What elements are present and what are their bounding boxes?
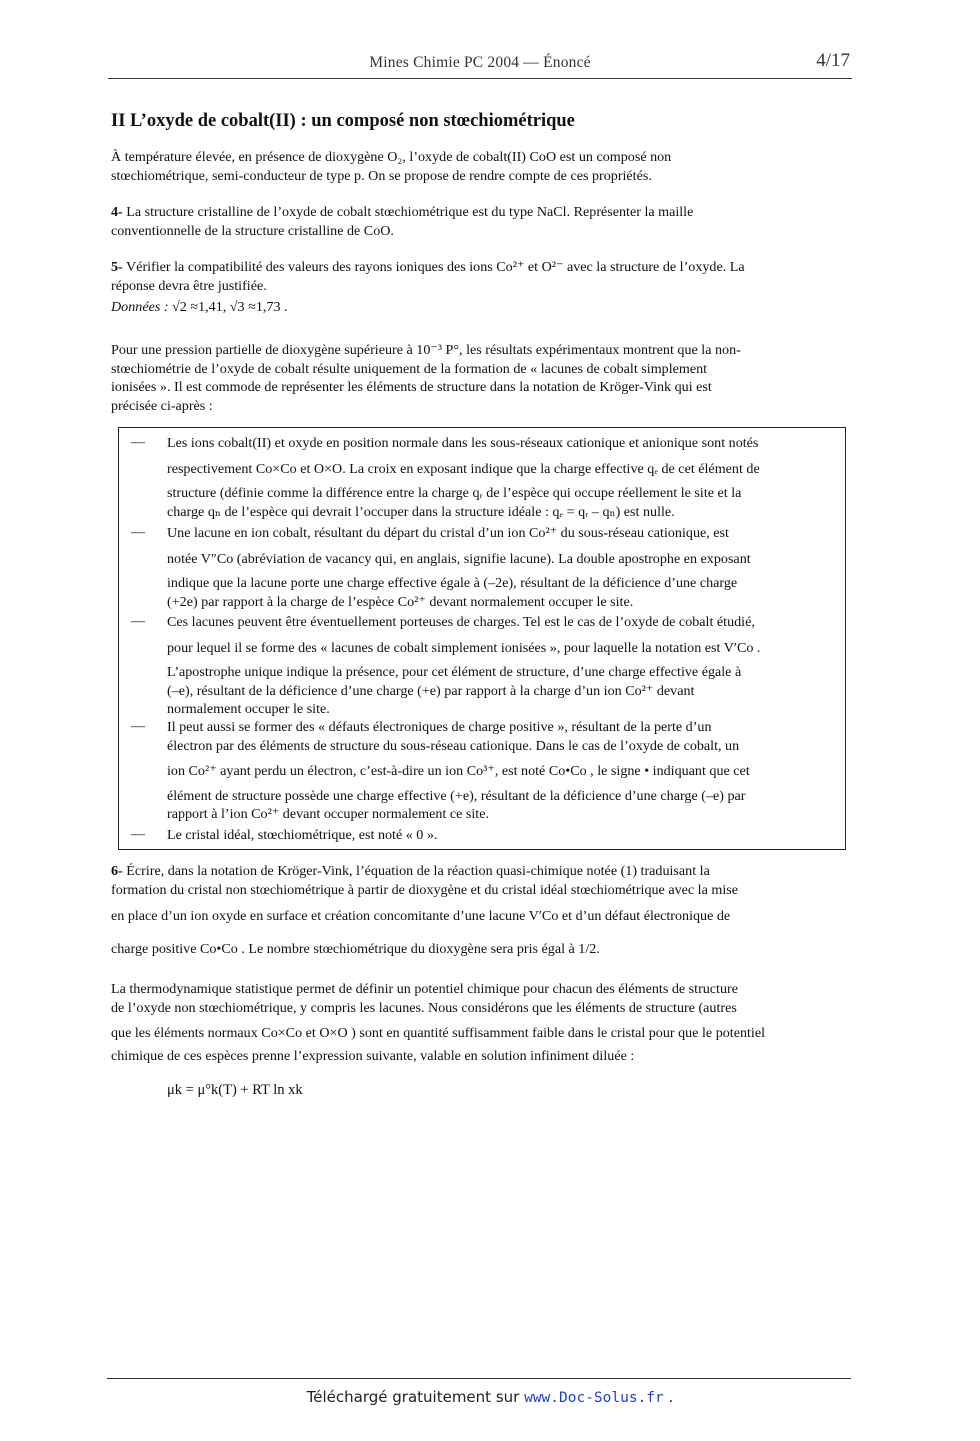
box-item-3-line: (–e), résultant de la déficience d’une charge (+e) par rapport à la charge d’un ion Co²⁺ devant bbox=[167, 682, 695, 699]
box-dash: — bbox=[131, 826, 146, 842]
box-dash: — bbox=[131, 613, 146, 629]
pressure-line-4: précisée ci-après : bbox=[111, 397, 213, 414]
pressure-line-3: ionisées ». Il est commode de représenter les éléments de structure dans la notation de Kröger-Vink qui est bbox=[111, 379, 712, 395]
footer-link[interactable]: www.Doc-Solus.fr bbox=[524, 1390, 664, 1406]
box-item-3 bbox=[167, 613, 839, 719]
thermo-line-2: de l’oxyde non stœchiométrique, y compris les lacunes. Nous considérons que les éléments de structure (autres bbox=[111, 999, 737, 1016]
box-item-1-line: Les ions cobalt(II) et oxyde en position normale dans les sous-réseaux cationique et anionique sont notés bbox=[167, 435, 759, 451]
question-6-line-2: formation du cristal non stœchiométrique à partir de dioxygène et du cristal idéal stœchiométrique avec la mise bbox=[111, 881, 738, 898]
box-dash: — bbox=[131, 434, 146, 450]
question-6 bbox=[111, 862, 841, 958]
box-item-1-line: respectivement Co×Co et O×O. La croix en exposant indique que la charge effective qₑ de cet élément de bbox=[167, 460, 760, 477]
thermo-paragraph bbox=[111, 980, 841, 1065]
pressure-line-2: stœchiométrie de l’oxyde de cobalt résulte uniquement de la formation de « lacunes de cobalt simplement bbox=[111, 360, 708, 377]
question-4-line-2: conventionnelle de la structure cristalline de CoO. bbox=[111, 222, 394, 239]
intro-line-1: À température élevée, en présence de dioxygène O₂, l’oxyde de cobalt(II) CoO est un composé non bbox=[111, 149, 672, 165]
box-item-2-line: Une lacune en ion cobalt, résultant du départ du cristal d’un ion Co²⁺ du sous-réseau cationique, est bbox=[167, 525, 729, 541]
box-item-4-line: élément de structure possède une charge effective (+e), résultant de la déficience d’une charge (–e) par bbox=[167, 787, 746, 804]
box-item-4 bbox=[167, 718, 839, 824]
intro-line-2: stœchiométrique, semi-conducteur de type p. On se propose de rendre compte de ces propriétés. bbox=[111, 167, 652, 184]
question-6-line-4: charge positive Co•Co . Le nombre stœchiométrique du dioxygène sera pris égal à 1/2. bbox=[111, 940, 600, 957]
chemical-potential-formula: μk = μ°k(T) + RT ln xk bbox=[167, 1082, 303, 1098]
box-item-5-line: Le cristal idéal, stœchiométrique, est noté « 0 ». bbox=[167, 827, 438, 843]
question-4-line-1: La structure cristalline de l’oxyde de cobalt stœchiométrique est du type NaCl. Représenter la maille bbox=[122, 204, 694, 220]
box-item-4-line: rapport à l’ion Co²⁺ devant occuper normalement ce site. bbox=[167, 806, 490, 822]
data-label: Données : bbox=[111, 299, 169, 315]
thermo-line-4: chimique de ces espèces prenne l’expression suivante, valable en solution infiniment diluée : bbox=[111, 1047, 635, 1064]
footer-divider bbox=[107, 1378, 851, 1379]
question-5-number: 5- bbox=[111, 259, 123, 275]
question-6-line-1: Écrire, dans la notation de Kröger-Vink, l’équation de la réaction quasi-chimique notée (1) traduisant la bbox=[122, 863, 710, 879]
pressure-line-1: Pour une pression partielle de dioxygène supérieure à 10⁻³ P°, les résultats expérimentaux montrent que la non- bbox=[111, 342, 741, 358]
box-item-1-line: structure (définie comme la différence entre la charge qᵣ de l’espèce qui occupe réellement le site et la bbox=[167, 485, 742, 501]
page-header bbox=[108, 50, 852, 79]
question-4 bbox=[111, 203, 841, 240]
footer bbox=[0, 1388, 980, 1406]
box-item-2-line: (+2e) par rapport à la charge de l’espèce Co²⁺ devant normalement occuper le site. bbox=[167, 593, 634, 610]
box-item-3-line: Ces lacunes peuvent être éventuellement porteuses de charges. Tel est le cas de l’oxyde de cobalt étudié, bbox=[167, 614, 755, 630]
box-item-4-line: électron par des éléments de structure du sous-réseau cationique. Dans le cas de l’oxyde de cobalt, un bbox=[167, 737, 740, 754]
question-6-number: 6- bbox=[111, 863, 123, 879]
box-item-3-line: L’apostrophe unique indique la présence, pour cet élément de structure, d’une charge effective égale à bbox=[167, 664, 742, 680]
pressure-paragraph bbox=[111, 341, 841, 415]
footer-end: . bbox=[663, 1388, 674, 1406]
box-item-2-line: indique que la lacune porte une charge effective égale à (–2e), résultant de la déficience d’une charge bbox=[167, 575, 738, 591]
box-item-3-line: normalement occuper le site. bbox=[167, 701, 330, 717]
box-dash: — bbox=[131, 718, 146, 734]
intro-paragraph bbox=[111, 148, 841, 185]
data-values: √2 ≈1,41, √3 ≈1,73 . bbox=[168, 299, 288, 315]
box-item-4-line: Il peut aussi se former des « défauts électroniques de charge positive », résultant de la perte d’un bbox=[167, 719, 712, 735]
header-title: Mines Chimie PC 2004 — Énoncé bbox=[369, 54, 591, 71]
box-item-3-line: pour lequel il se forme des « lacunes de cobalt simplement ionisées », pour laquelle la notation est V′Co . bbox=[167, 639, 761, 656]
question-5 bbox=[111, 258, 841, 317]
question-6-line-3: en place d’un ion oxyde en surface et création concomitante d’une lacune V′Co et d’un défaut électronique de bbox=[111, 908, 731, 924]
thermo-line-1: La thermodynamique statistique permet de définir un potentiel chimique pour chacun des éléments de structure bbox=[111, 981, 738, 997]
thermo-line-3: que les éléments normaux Co×Co et O×O ) sont en quantité suffisamment faible dans le cristal pour que le potentiel bbox=[111, 1025, 766, 1041]
box-dash: — bbox=[131, 524, 146, 540]
kroger-vink-box bbox=[118, 427, 846, 850]
question-4-number: 4- bbox=[111, 204, 123, 220]
question-5-line-1: Vérifier la compatibilité des valeurs des rayons ioniques des ions Co²⁺ et O²⁻ avec la structure de l’oxyde. La bbox=[122, 259, 745, 275]
footer-text: Téléchargé gratuitement sur bbox=[306, 1388, 520, 1406]
box-item-1-line: charge qₙ de l’espèce qui devrait l’occuper dans la structure idéale : qₑ = qᵣ – qₙ) est nulle. bbox=[167, 503, 675, 520]
box-item-2 bbox=[167, 524, 839, 611]
box-item-2-line: notée V″Co (abréviation de vacancy qui, en anglais, signifie lacune). La double apostrophe en exposant bbox=[167, 550, 751, 567]
box-item-1 bbox=[167, 434, 839, 521]
question-5-line-2: réponse devra être justifiée. bbox=[111, 277, 267, 294]
page-number: 4/17 bbox=[816, 50, 850, 71]
box-item-4-line: ion Co²⁺ ayant perdu un électron, c’est-à-dire un ion Co³⁺, est noté Co•Co , le signe • indiquant que cet bbox=[167, 763, 750, 779]
box-item-5 bbox=[167, 826, 839, 845]
section-title: II L’oxyde de cobalt(II) : un composé non stœchiométrique bbox=[111, 111, 575, 131]
